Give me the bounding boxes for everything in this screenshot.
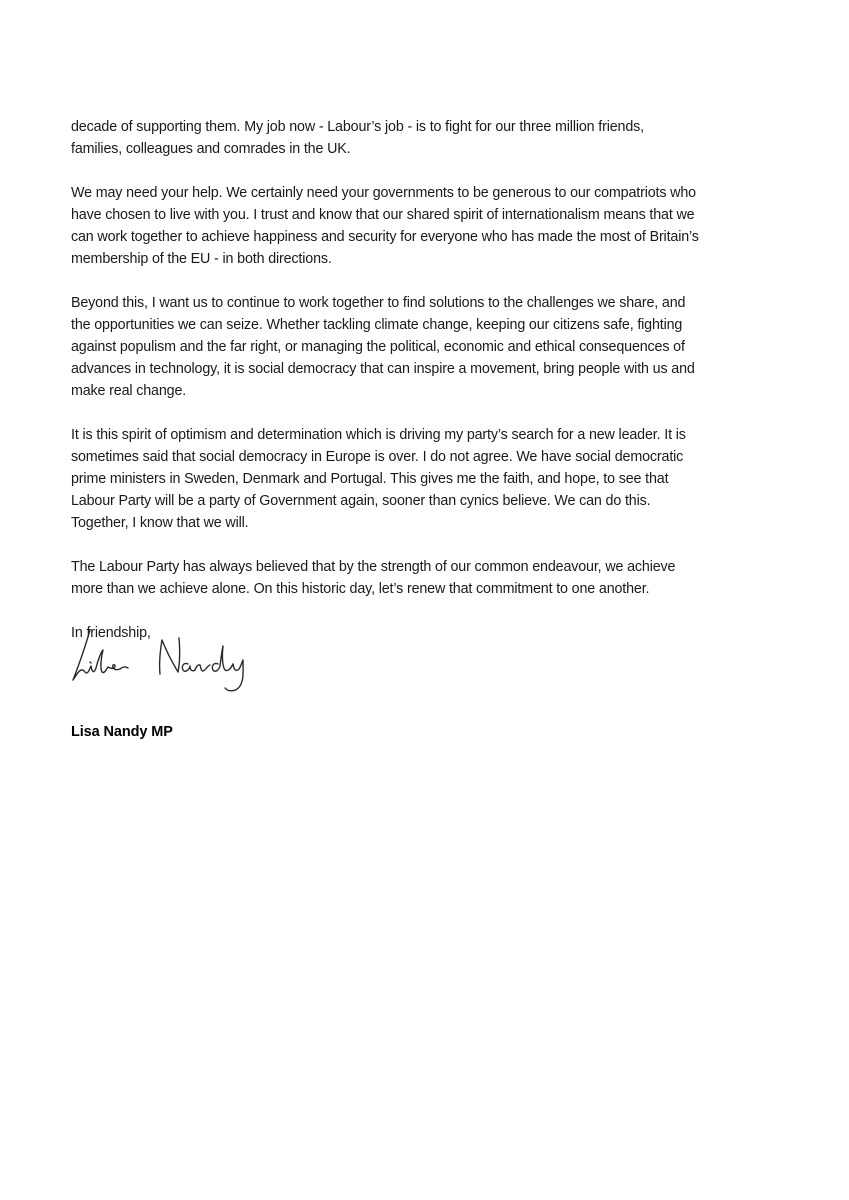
text-line: advances in technology, it is social democracy that can inspire a movement, bring people with us and: [71, 361, 695, 377]
closing-salutation: In friendship,: [71, 625, 151, 641]
text-line: make real change.: [71, 383, 187, 399]
text-line: families, colleagues and comrades in the UK.: [71, 141, 351, 157]
text-line: can work together to achieve happiness and security for everyone who has made the most of Britain’s: [71, 229, 699, 245]
text-line: Beyond this, I want us to continue to work together to find solutions to the challenges we share, and: [71, 295, 686, 311]
text-line: have chosen to live with you. I trust and know that our shared spirit of internationalism means that we: [71, 207, 695, 223]
text-line: The Labour Party has always believed that by the strength of our common endeavour, we achieve: [71, 559, 676, 575]
paragraph-3: [71, 292, 791, 402]
paragraph-5: [71, 556, 791, 600]
signatory-name: Lisa Nandy MP: [71, 724, 173, 740]
letter-body: [71, 116, 791, 644]
handwritten-signature-icon: [68, 622, 278, 697]
paragraph-1: [71, 116, 791, 160]
text-line: Labour Party will be a party of Government again, sooner than cynics believe. We can do this.: [71, 493, 651, 509]
text-line: decade of supporting them. My job now - Labour’s job - is to fight for our three million friends,: [71, 119, 644, 135]
text-line: prime ministers in Sweden, Denmark and Portugal. This gives me the faith, and hope, to see that: [71, 471, 669, 487]
text-line: the opportunities we can seize. Whether tackling climate change, keeping our citizens safe, fighting: [71, 317, 683, 333]
text-line: Together, I know that we will.: [71, 515, 249, 531]
text-line: sometimes said that social democracy in Europe is over. I do not agree. We have social democratic: [71, 449, 684, 465]
paragraph-2: [71, 182, 791, 270]
text-line: We may need your help. We certainly need your governments to be generous to our compatriots who: [71, 185, 696, 201]
text-line: It is this spirit of optimism and determination which is driving my party’s search for a new leader. It is: [71, 427, 686, 443]
text-line: more than we achieve alone. On this historic day, let’s renew that commitment to one another.: [71, 581, 650, 597]
text-line: membership of the EU - in both directions.: [71, 251, 332, 267]
text-line: against populism and the far right, or managing the political, economic and ethical consequences of: [71, 339, 685, 355]
paragraph-4: [71, 424, 791, 534]
